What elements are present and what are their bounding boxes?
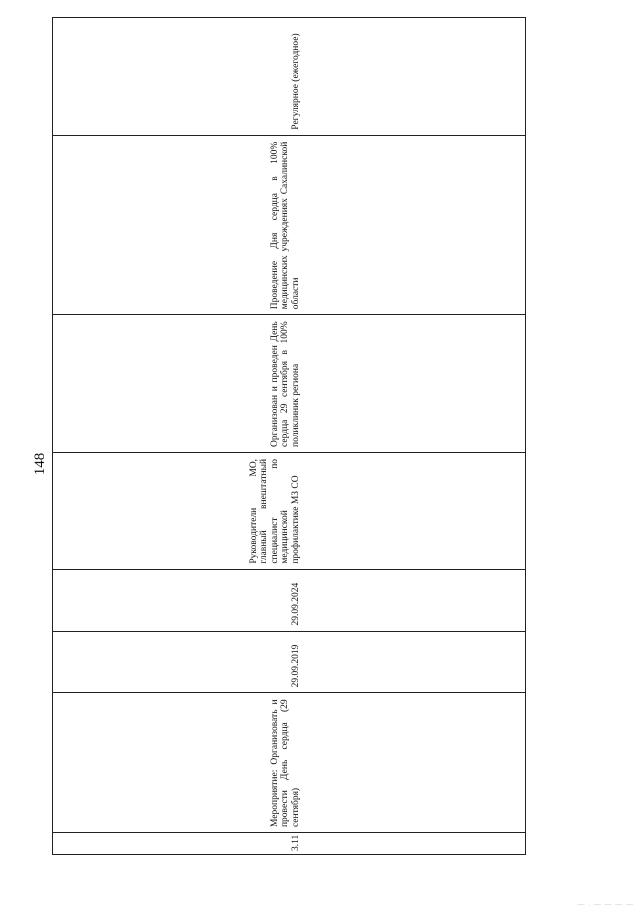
indicator-text: Проведение Дня сердца в 100% медицинских учреждениях Сахалинской области	[269, 141, 301, 310]
cell-indicator	[53, 135, 525, 315]
cell-result	[53, 314, 525, 452]
start-date: 29.09.2019	[290, 644, 301, 688]
result-text: Организован и проведен День сердца 29 сентября в 100% поликлиник региона	[269, 321, 301, 447]
corner-mark: — . — — — —	[577, 900, 634, 908]
end-date: 29.09.2024	[290, 582, 301, 626]
cell-start-date	[53, 631, 525, 693]
row-number: 3.11	[290, 834, 301, 851]
responsible-text: Руководители МО, главный внештатный специалист по медицинской профилактике МЗ СО	[248, 458, 301, 564]
cell-number	[53, 832, 525, 854]
page-number: 148	[32, 452, 48, 476]
frequency-text: Регулярное (ежегодное)	[290, 33, 301, 130]
event-text: Мероприятие: Организовать и провести День сердца (29 сентября)	[269, 699, 301, 828]
cell-responsible	[53, 452, 525, 569]
cell-end-date	[53, 569, 525, 631]
cell-event	[53, 692, 525, 832]
cell-frequency	[53, 18, 525, 135]
activity-table	[52, 17, 526, 855]
